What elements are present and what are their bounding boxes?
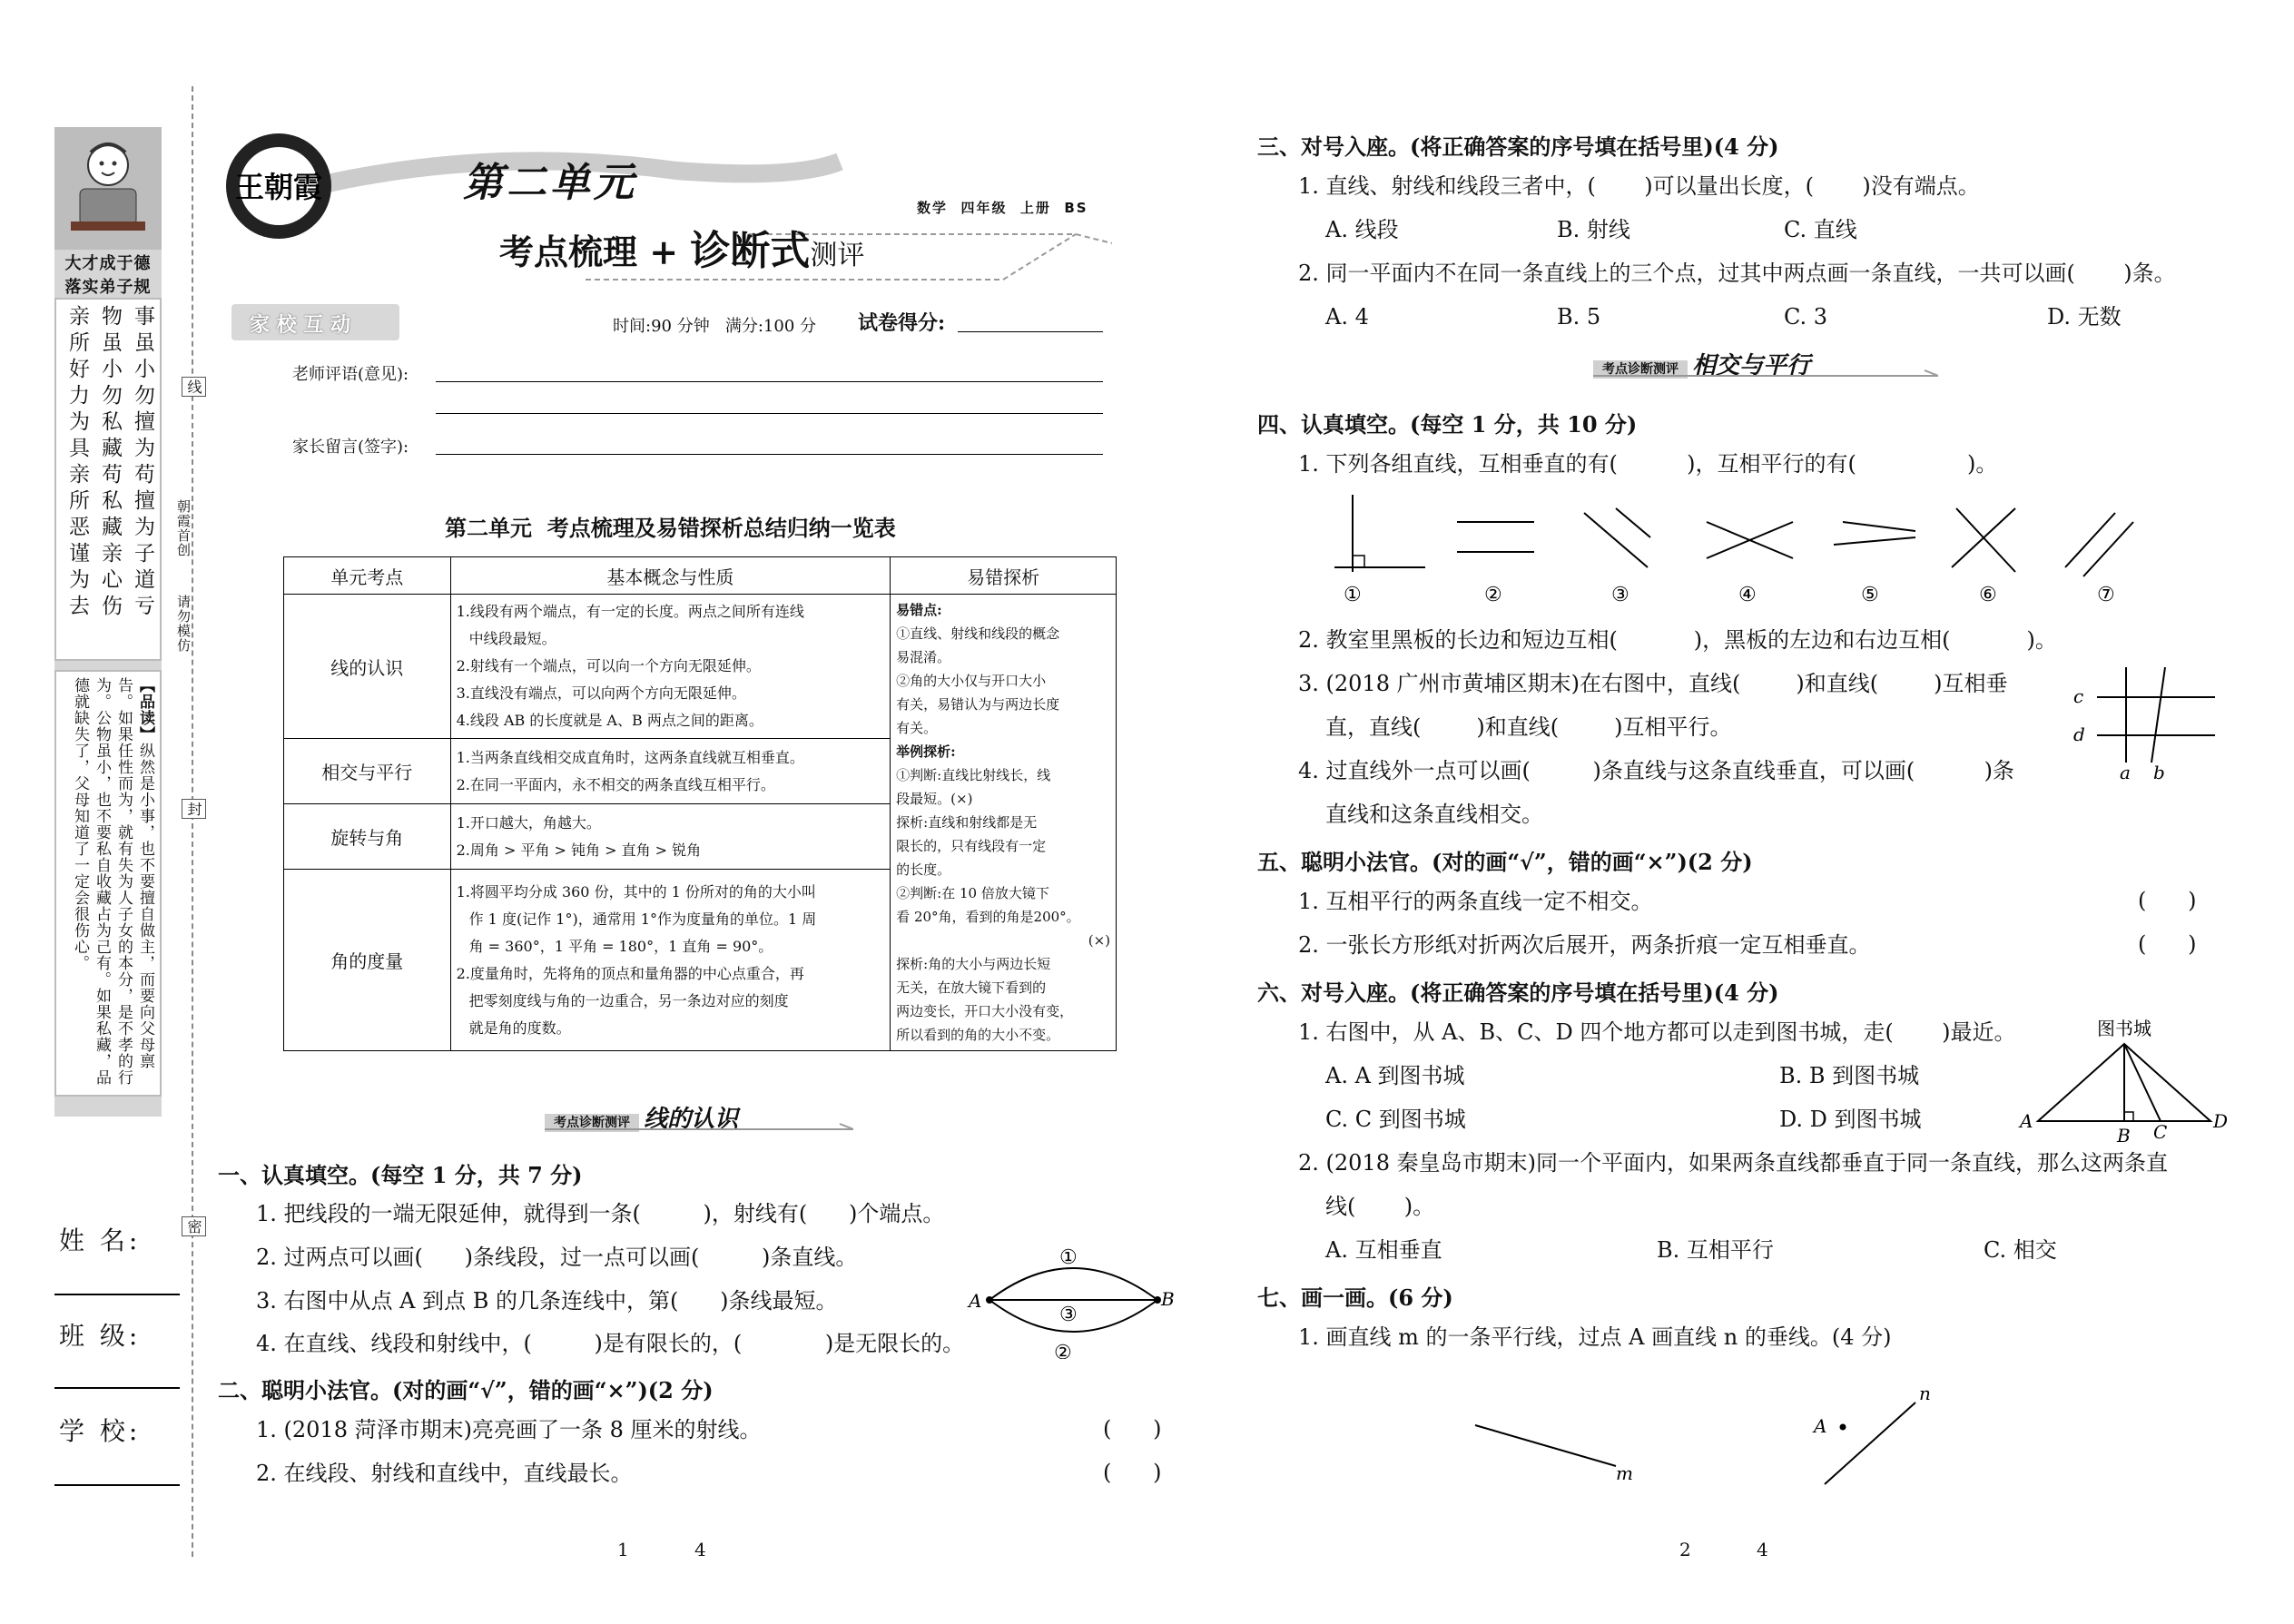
fig-label-b: B <box>1161 1288 1175 1310</box>
question-6-1: 1. 右图中，从 A、B、C、D 四个地方都可以走到图书城，走( )最近。 <box>1298 1019 2016 1045</box>
table-line: 3.直线没有端点，可以向两个方向无限延伸。 <box>456 684 746 702</box>
error-line: 无关，在放大镜下看到的 <box>896 979 1047 996</box>
fig-num-5: ⑤ <box>1861 584 1879 606</box>
table-body-4 <box>450 870 891 1051</box>
question-6-2a: 2. (2018 秦皇岛市期末)同一个平面内，如果两条直线都垂直于同一条直线，那么这两条直 <box>1298 1150 2168 1176</box>
banner-arrow <box>1593 369 1938 381</box>
pindu-label: 【品读】 <box>136 677 154 743</box>
question-7-1: 1. 画直线 m 的一条平行线，过点 A 画直线 n 的垂线。(4 分) <box>1298 1324 1892 1350</box>
score-label: 试卷得分: <box>858 311 946 335</box>
table-line: 2.射线有一个端点，可以向一个方向无限延伸。 <box>456 657 761 674</box>
teacher-line2[interactable] <box>436 413 1103 414</box>
school-line[interactable] <box>54 1484 180 1486</box>
fig-num-2: ② <box>1484 584 1502 606</box>
verse-col2: 物虽小勿私藏苟私藏亲心伤 <box>98 305 122 621</box>
table-line: 2.在同一平面内，永不相交的两条直线互相平行。 <box>456 775 775 793</box>
score-line[interactable] <box>958 331 1103 332</box>
error-line: 两边变长，开口大小没有变， <box>896 1003 1074 1019</box>
page-number: 4 <box>694 1539 706 1560</box>
error-line: 探析:角的大小与两边长短 <box>896 956 1051 972</box>
page-number: 4 <box>1757 1539 1768 1560</box>
question-1-1: 1. 把线段的一端无限延伸，就得到一条( )，射线有( )个端点。 <box>256 1201 945 1226</box>
fig-num-4: ④ <box>1738 584 1757 606</box>
table-errors <box>891 595 1117 1051</box>
error-line: 所以看到的角的大小不变。 <box>896 1027 1060 1043</box>
pindu-body: 纵然是小事，也不要擅自做主，而要向父母禀告。如果任性而为，就有失为人子女的本分，是不孝的行为。公物虽小，也不要私自收藏占为己有。如果私藏，品德就缺失了，父母知道了一定会很伤心。 <box>71 677 154 1086</box>
table-line: 1.当两条直线相交成直角时，这两条直线就互相垂直。 <box>456 748 804 766</box>
error-line: 易错点: <box>896 602 942 618</box>
pindu-text <box>69 677 156 1090</box>
cut-line <box>192 86 193 1557</box>
error-line: ①直线、射线和线段的概念 <box>896 625 1060 642</box>
error-line: 有关，易错认为与两边长度 <box>896 696 1060 713</box>
table-line: 1.将圆平均分成 360 份，其中的 1 份所对的角的大小叫 <box>456 882 816 901</box>
table-cat-2: 相交与平行 <box>284 739 451 804</box>
question-6-2b: 线( )。 <box>1325 1194 1435 1219</box>
table-line: 作 1 度(记作 1°)，通常用 1°作为度量角的单位。1 周 <box>468 910 817 928</box>
table-line: 把零刻度线与角的一边重合，另一条边对应的刻度 <box>468 991 789 1009</box>
answer-paren[interactable]: ( ) <box>2138 888 2197 913</box>
banner-title: 相交与平行 <box>1692 352 1811 379</box>
option-6-2-b[interactable]: B. 互相平行 <box>1657 1237 1774 1263</box>
error-line: 的长度。 <box>896 861 951 878</box>
banner-tag: 考点诊断测评 <box>545 1114 639 1132</box>
question-3-1: 1. 直线、射线和线段三者中，( )可以量出长度，( )没有端点。 <box>1298 173 1980 199</box>
page-number: 1 <box>617 1539 629 1560</box>
page-number: 2 <box>1679 1539 1691 1560</box>
logo-seal <box>222 130 336 243</box>
error-line: 看 20°角，看到的角是200°。 <box>896 909 1080 925</box>
vertical-note1: 朝霞首创 <box>175 499 192 557</box>
question-2-1: 1. (2018 菏泽市期末)亮亮画了一条 8 厘米的射线。 <box>256 1417 762 1442</box>
motto-block <box>60 251 156 298</box>
question-4-4a: 4. 过直线外一点可以画( )条直线与这条直线垂直，可以画( )条 <box>1298 758 2014 783</box>
section-6-title: 六、对号入座。(将正确答案的序号填在括号里)(4 分) <box>1257 979 1779 1006</box>
cut-label-mi: 密 <box>182 1216 206 1236</box>
home-school-bar <box>231 304 1103 340</box>
table-body-3 <box>450 804 891 870</box>
table-line: 中线段最短。 <box>468 630 556 647</box>
fig-label-point-a: A <box>1814 1415 1827 1437</box>
teacher-line[interactable] <box>436 381 1103 382</box>
option-6-1-a[interactable]: A. A 到图书城 <box>1325 1063 1465 1088</box>
fig-book-city: 图书城 <box>2097 1018 2151 1039</box>
fig-num-6: ⑥ <box>1979 584 1997 606</box>
fig-label-b: B <box>2117 1125 2131 1144</box>
subtitle-plus: + <box>649 231 679 272</box>
fig-label-a: A <box>2020 1110 2033 1132</box>
section-7-title: 七、画一画。(6 分) <box>1257 1284 1453 1311</box>
table-cat-3: 旋转与角 <box>284 804 451 870</box>
section-3-title: 三、对号入座。(将正确答案的序号填在括号里)(4 分) <box>1257 133 1779 160</box>
question-4-3a: 3. (2018 广州市黄埔区期末)在右图中，直线( )和直线( )互相垂 <box>1298 671 2008 696</box>
line-pairs-figure <box>1325 490 2233 608</box>
ab-connections-figure <box>967 1236 1185 1359</box>
section-1-title: 一、认真填空。(每空 1 分，共 7 分) <box>218 1162 583 1188</box>
table-cat-1: 线的认识 <box>284 595 451 739</box>
banner-arrow <box>545 1122 853 1135</box>
student-illustration <box>54 127 162 250</box>
banner-tag: 考点诊断测评 <box>1593 360 1688 379</box>
section-4-title: 四、认真填空。(每空 1 分，共 10 分) <box>1257 411 1638 438</box>
error-line: ②角的大小仅与开口大小 <box>896 673 1047 689</box>
option-3-2-b[interactable]: B. 5 <box>1557 304 1601 330</box>
table-line: 1.开口越大，角越大。 <box>456 813 601 832</box>
table-header-row <box>284 557 1117 595</box>
fig-label-3: ③ <box>1059 1304 1078 1326</box>
cut-label-xian: 线 <box>182 377 206 397</box>
fig-label-2: ② <box>1054 1342 1072 1359</box>
option-3-1-c[interactable]: C. 直线 <box>1784 217 1857 242</box>
question-3-2: 2. 同一平面内不在同一条直线上的三个点，过其中两点画一条直线，一共可以画( )条。 <box>1298 261 2176 286</box>
option-6-1-b[interactable]: B. B 到图书城 <box>1779 1063 1920 1088</box>
section-5-title: 五、聪明小法官。(对的画“√”，错的画“×”)(2 分) <box>1257 849 1753 875</box>
fig-label-c: C <box>2153 1121 2168 1143</box>
table-header-3: 易错探析 <box>891 557 1117 595</box>
fig-label-n: n <box>1919 1383 1931 1404</box>
error-line: 限长的，只有线段有一定 <box>896 838 1047 854</box>
question-4-2: 2. 教室里黑板的长边和短边互相( )，黑板的左边和右边互相( )。 <box>1298 627 2057 653</box>
option-3-1-b[interactable]: B. 射线 <box>1557 217 1630 242</box>
question-1-2: 2. 过两点可以画( )条线段，过一点可以画( )条直线。 <box>256 1245 858 1270</box>
fig-num-3: ③ <box>1611 584 1629 606</box>
pindu-box <box>54 670 162 1097</box>
option-6-1-c[interactable]: C. C 到图书城 <box>1325 1107 1466 1132</box>
fig-label-1: ① <box>1059 1246 1078 1269</box>
vertical-note2: 请勿模仿 <box>175 595 192 653</box>
table-line: 2.度量角时，先将角的顶点和量角器的中心点重合，再 <box>456 964 804 982</box>
table-line: 4.线段 AB 的长度就是 A、B 两点之间的距离。 <box>456 712 763 729</box>
question-5-1: 1. 互相平行的两条直线一定不相交。 <box>1298 889 1653 914</box>
error-line: 段最短。(×) <box>896 791 973 807</box>
table-line: 就是角的度数。 <box>468 1019 571 1037</box>
error-line: 探析:直线和射线都是无 <box>896 814 1038 831</box>
verse-col1: 事虽小勿擅为苟擅为子道亏 <box>131 305 154 621</box>
school-label: 学 校: <box>59 1416 142 1446</box>
subtitle-a: 考点梳理 <box>499 231 638 272</box>
table-body-1 <box>450 595 891 739</box>
abcd-lines-figure <box>2070 663 2224 781</box>
option-3-2-a[interactable]: A. 4 <box>1325 304 1369 330</box>
time-info: 时间:90 分钟 满分:100 分 <box>613 317 816 336</box>
fig-label-d: D <box>2213 1110 2229 1132</box>
drawing-figure[interactable] <box>1471 1371 1979 1493</box>
answer-paren[interactable]: ( ) <box>1103 1416 1162 1442</box>
fig-num-7: ⑦ <box>2097 584 2115 606</box>
table-line: 2.周角 > 平角 > 钝角 > 直角 > 锐角 <box>456 841 702 859</box>
table-header-2: 基本概念与性质 <box>450 557 891 595</box>
question-4-1: 1. 下列各组直线，互相垂直的有( )，互相平行的有( )。 <box>1298 451 1998 477</box>
fig-num-1: ① <box>1344 584 1362 606</box>
unit-title: 第二单元 <box>463 160 637 206</box>
question-2-2: 2. 在线段、射线和直线中，直线最长。 <box>256 1461 633 1486</box>
book-city-figure <box>2011 1017 2233 1144</box>
table-body-2 <box>450 739 891 804</box>
table-row <box>284 595 1117 739</box>
parent-label: 家长留言(签字): <box>292 438 409 457</box>
answer-paren[interactable]: ( ) <box>1103 1460 1162 1485</box>
error-line: ①判断:直线比射线长，线 <box>896 767 1051 783</box>
subtitle <box>499 218 864 276</box>
question-4-3b: 直，直线( )和直线( )互相平行。 <box>1325 714 1732 740</box>
verse-box <box>54 298 162 661</box>
banner-title: 线的认识 <box>644 1106 739 1133</box>
option-3-2-d[interactable]: D. 无数 <box>2047 304 2122 330</box>
summary-table <box>283 556 1117 1051</box>
name-label: 姓 名: <box>59 1225 142 1255</box>
motto-line2: 落实弟子规 <box>64 278 152 297</box>
logo-text: 王朝霞 <box>234 170 323 204</box>
table-line: 角 = 360°，1 平角 = 180°，1 直角 = 90°。 <box>468 937 773 955</box>
motto-line1: 大才成于德 <box>64 254 152 273</box>
question-5-2: 2. 一张长方形纸对折两次后展开，两条折痕一定互相垂直。 <box>1298 932 1871 958</box>
option-6-2-c[interactable]: C. 相交 <box>1984 1237 2057 1263</box>
error-line: (×) <box>1088 932 1110 949</box>
option-3-2-c[interactable]: C. 3 <box>1784 304 1828 330</box>
book-meta: 数学 四年级 上册 BS <box>917 200 1088 216</box>
class-line[interactable] <box>54 1387 180 1389</box>
sidebar-strip <box>54 127 162 1117</box>
name-line[interactable] <box>54 1294 180 1295</box>
table-cat-4: 角的度量 <box>284 870 451 1051</box>
table-title: 第二单元 考点梳理及易错探析总结归纳一览表 <box>445 515 896 541</box>
question-4-4b: 直线和这条直线相交。 <box>1325 802 1543 827</box>
table-line: 1.线段有两个端点，有一定的长度。两点之间所有连线 <box>456 603 804 620</box>
teacher-label: 老师评语(意见): <box>292 365 409 384</box>
question-1-4: 4. 在直线、线段和射线中，( )是有限长的，( )是无限长的。 <box>256 1331 965 1356</box>
answer-paren[interactable]: ( ) <box>2138 931 2197 957</box>
fig-label-b: b <box>2153 762 2165 781</box>
class-label: 班 级: <box>59 1321 142 1351</box>
option-6-2-a[interactable]: A. 互相垂直 <box>1325 1237 1442 1263</box>
error-line: 有关。 <box>896 720 938 736</box>
table-header-1: 单元考点 <box>284 557 451 595</box>
question-1-3: 3. 右图中从点 A 到点 B 的几条连线中，第( )条线最短。 <box>256 1288 838 1314</box>
fig-label-m: m <box>1616 1462 1633 1484</box>
parent-line[interactable] <box>436 454 1103 455</box>
option-3-1-a[interactable]: A. 线段 <box>1325 217 1399 242</box>
fig-label-a: A <box>969 1290 982 1312</box>
option-6-1-d[interactable]: D. D 到图书城 <box>1779 1107 1922 1132</box>
subtitle-c: 测评 <box>810 240 865 271</box>
error-line: ②判断:在 10 倍放大镜下 <box>896 885 1049 901</box>
fig-label-a: a <box>2120 762 2131 781</box>
cut-label-feng: 封 <box>182 799 206 819</box>
verse-col3: 亲所好力为具亲所恶谨为去 <box>65 305 89 621</box>
error-line: 易混淆。 <box>896 649 951 665</box>
section-2-title: 二、聪明小法官。(对的画“√”，错的画“×”)(2 分) <box>218 1377 714 1403</box>
subtitle-b: 诊断式 <box>690 228 811 274</box>
home-school-label: 家 校 互 动 <box>250 314 350 337</box>
fig-label-d: d <box>2073 723 2085 745</box>
fig-label-c: c <box>2073 685 2084 707</box>
error-line: 举例探析: <box>896 743 956 760</box>
